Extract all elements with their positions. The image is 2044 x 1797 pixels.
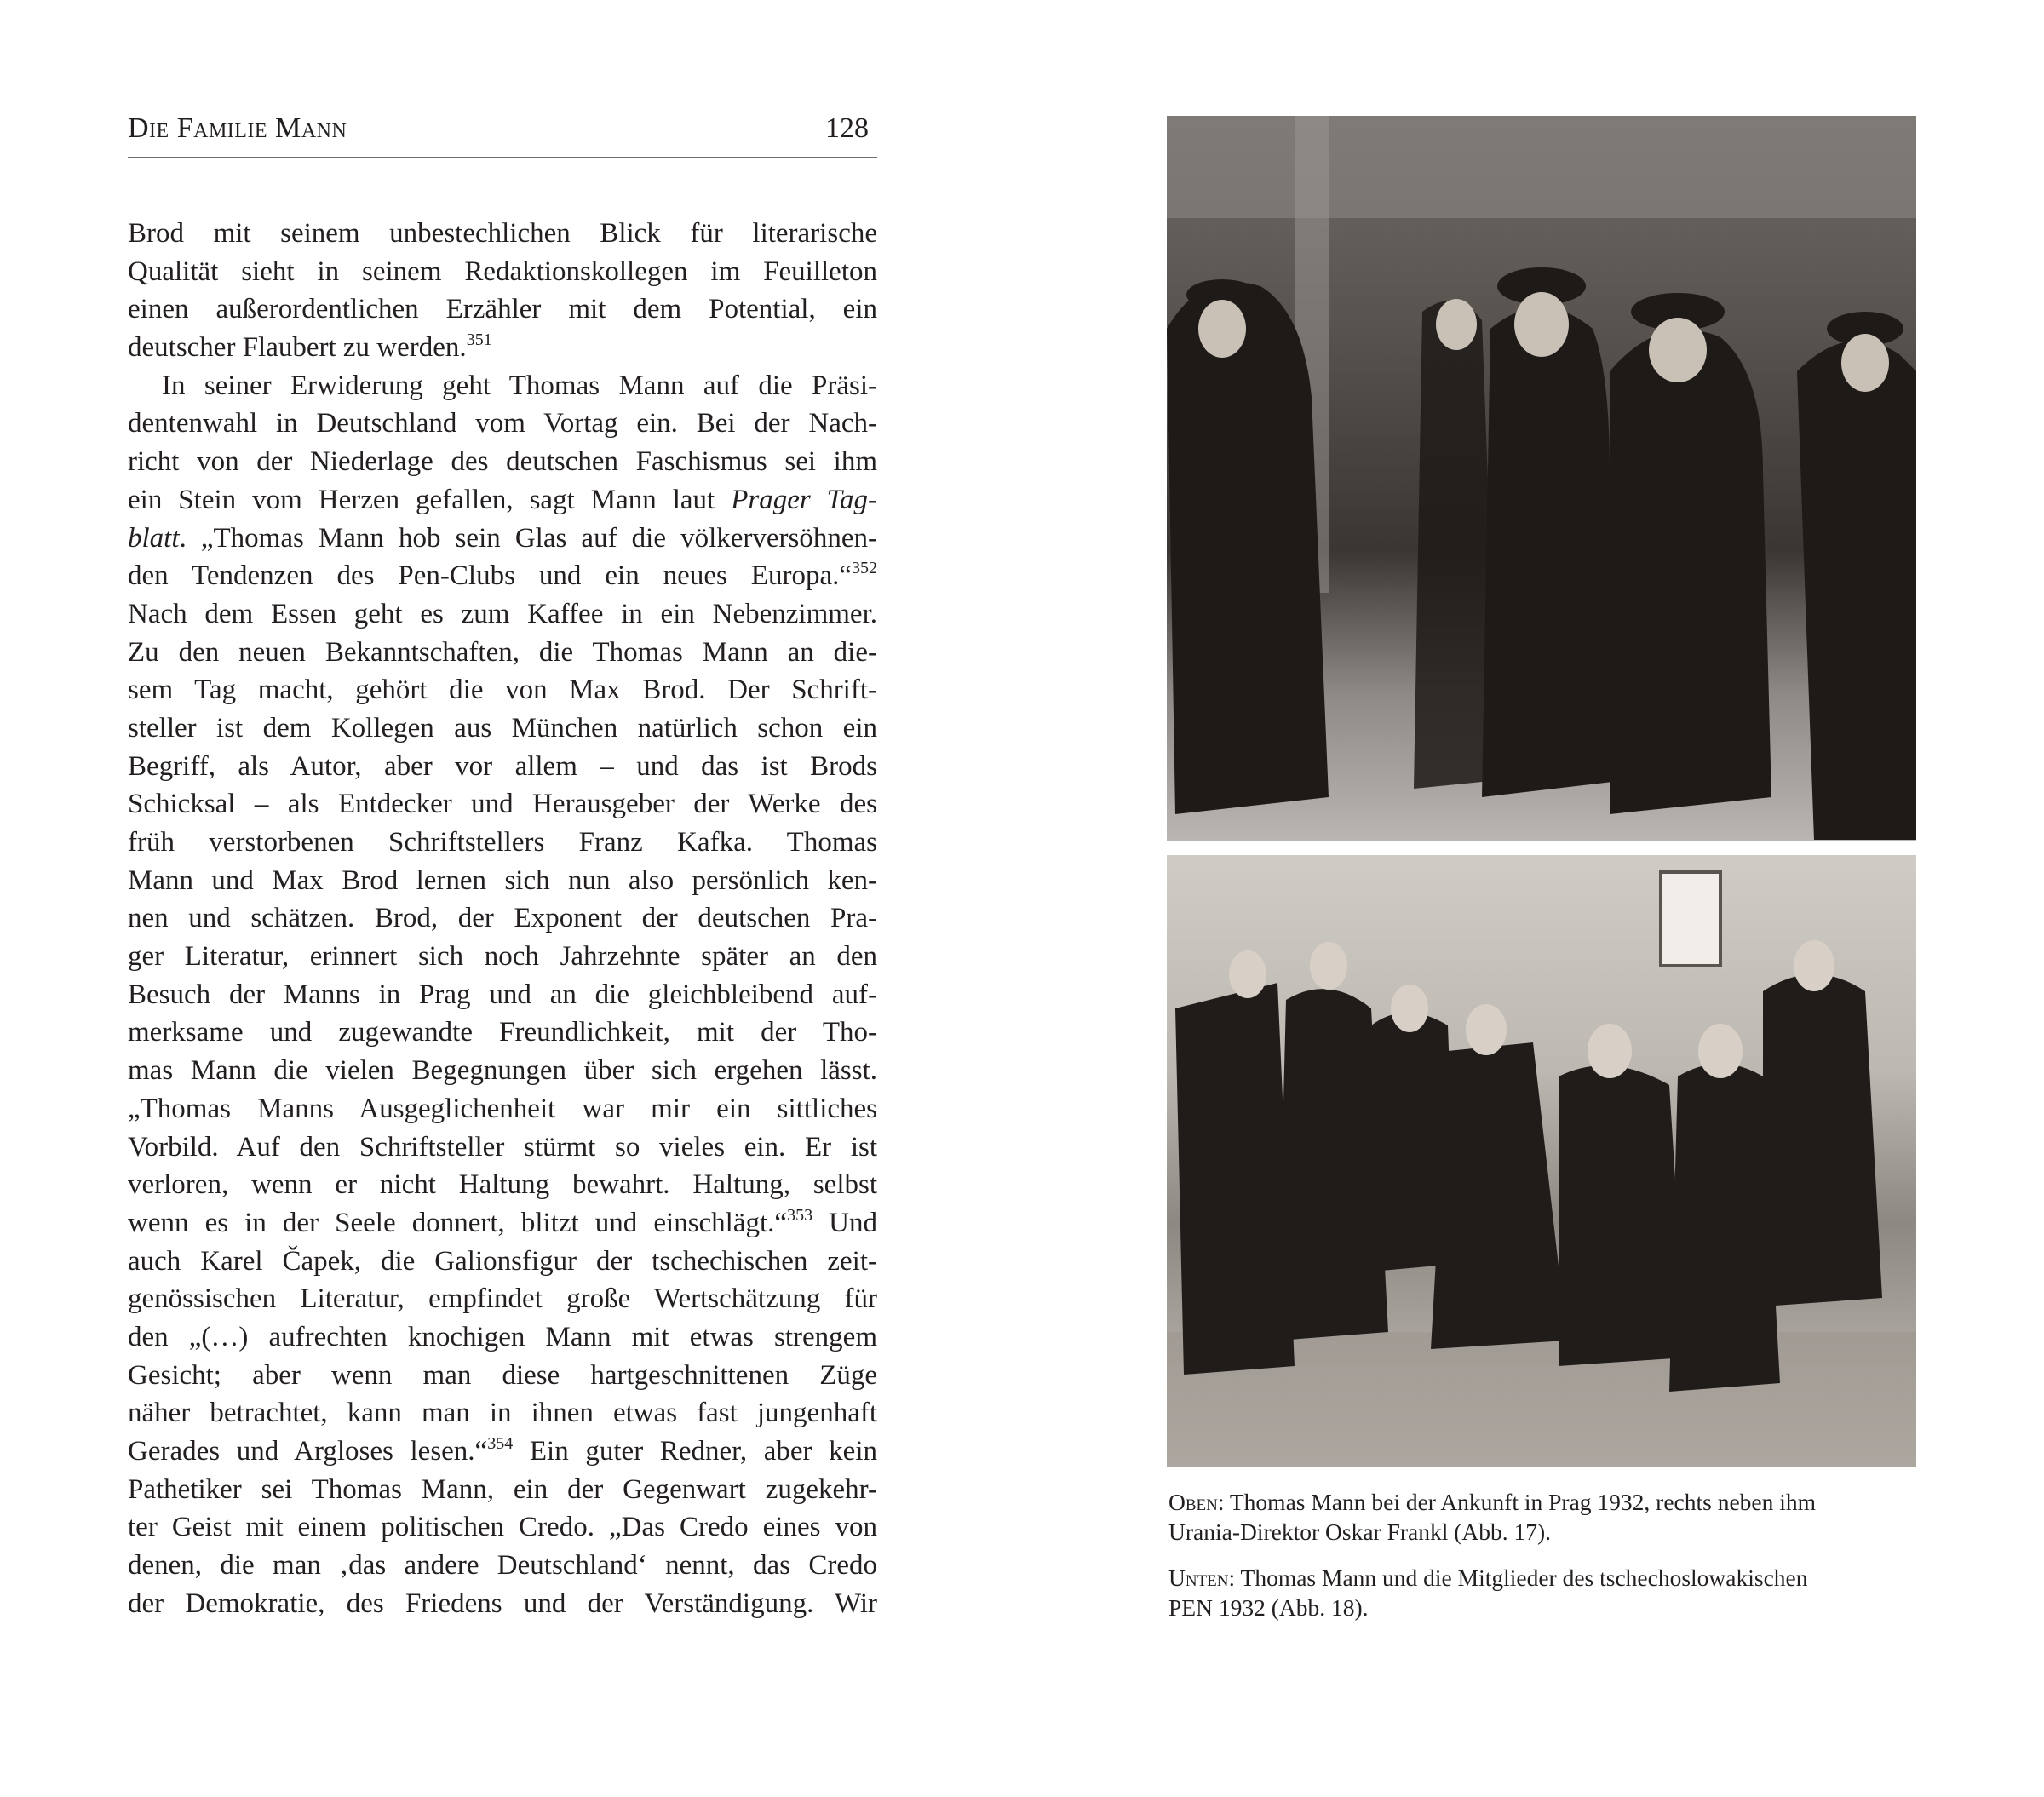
text-line xyxy=(128,443,877,481)
text-segment: Qualität sieht in seinem Redaktionskollegen im Feuilleton xyxy=(128,255,877,287)
footnote-reference: 354 xyxy=(487,1434,514,1453)
text-segment: denen, die man ‚das andere Deutschland‘ nennt, das Credo xyxy=(128,1550,877,1582)
text-line xyxy=(128,1585,877,1623)
text-segment: Vorbild. Auf den Schriftsteller stürmt so vieles ein. Er ist xyxy=(128,1131,877,1163)
text-segment: näher betrachtet, kann man in ihnen etwas fast jungenhaft xyxy=(128,1398,877,1429)
text-segment: steller ist dem Kollegen aus München natürlich schon ein xyxy=(128,712,877,743)
text-segment: In seiner Erwiderung geht Thomas Mann auf die Präsi- xyxy=(162,370,877,401)
text-segment: der Demokratie, des Friedens und der Verständigung. Wir xyxy=(128,1587,877,1619)
text-line xyxy=(128,1432,877,1471)
text-line xyxy=(128,634,877,672)
running-header xyxy=(128,109,877,158)
text-segment: . „Thomas Mann hob sein Glas auf die völkerversöhnen- xyxy=(179,522,877,554)
text-segment: Schicksal – als Entdecker und Herausgeber der Werke des xyxy=(128,789,877,820)
text-segment: Gerades und Argloses lesen.“ xyxy=(128,1436,488,1467)
text-segment: den Tendenzen des Pen-Clubs und ein neues Europa.“ xyxy=(128,560,852,592)
text-line xyxy=(128,1547,877,1585)
caption-top xyxy=(1168,1487,1918,1547)
caption-top-line1: Thomas Mann bei der Ankunft in Prag 1932, rechts neben ihm xyxy=(1224,1489,1817,1515)
caption-bottom xyxy=(1168,1563,1918,1622)
text-line xyxy=(128,748,877,786)
text-segment: Gesicht; aber wenn man diese hartgeschnittenen Züge xyxy=(128,1359,877,1391)
text-line xyxy=(128,1128,877,1167)
text-segment: mas Mann die vielen Begegnungen über sich ergehen lässt. xyxy=(128,1055,877,1087)
photo-pen-club-members xyxy=(1167,855,1916,1467)
text-segment: Zu den neuen Bekanntschaften, die Thomas Mann an die- xyxy=(128,636,877,668)
caption-bottom-label: Unten: xyxy=(1168,1564,1236,1591)
text-segment: ter Geist mit einem politischen Credo. „Das Credo eines von xyxy=(128,1512,877,1543)
caption-bottom-line2: PEN 1932 (Abb. 18). xyxy=(1168,1594,1369,1621)
text-line xyxy=(128,405,877,443)
caption-top-label: Oben: xyxy=(1168,1489,1225,1515)
italic-title: Prager Tag- xyxy=(731,484,878,515)
body-text xyxy=(128,215,877,1622)
caption-bottom-line1: Thomas Mann und die Mitglieder des tschechoslowakischen xyxy=(1235,1564,1808,1591)
text-line xyxy=(128,290,877,329)
text-segment: wenn es in der Seele donnert, blitzt und einschlägt.“ xyxy=(128,1207,788,1238)
text-segment: einen außerordentlichen Erzähler mit dem Potential, ein xyxy=(128,294,877,325)
text-line xyxy=(128,1471,877,1509)
text-segment: genössischen Literatur, empfindet große Wertschätzung für xyxy=(128,1283,877,1315)
text-segment: Nach dem Essen geht es zum Kaffee in ein Nebenzimmer. xyxy=(128,598,877,629)
running-title: Die Familie Mann xyxy=(128,112,347,144)
text-line xyxy=(128,1508,877,1547)
text-line xyxy=(128,1013,877,1052)
text-segment: deutscher Flaubert zu werden. xyxy=(128,332,467,364)
text-line xyxy=(128,557,877,595)
text-line xyxy=(128,481,877,520)
text-line xyxy=(128,1166,877,1204)
text-line xyxy=(128,899,877,938)
footnote-reference: 353 xyxy=(787,1205,813,1225)
page-number: 128 xyxy=(825,112,869,144)
text-segment: ger Literatur, erinnert sich noch Jahrzehnte später an den xyxy=(128,941,877,973)
italic-title: blatt xyxy=(128,522,180,554)
text-segment: Ein guter Redner, aber kein xyxy=(513,1436,878,1467)
text-segment: verloren, wenn er nicht Haltung bewahrt. Haltung, selbst xyxy=(128,1169,877,1201)
text-segment: merksame und zugewandte Freundlichkeit, mit der Tho- xyxy=(128,1017,877,1048)
text-segment: Brod mit seinem unbestechlichen Blick für literarische xyxy=(128,218,877,249)
text-line xyxy=(128,938,877,976)
text-segment: auch Karel Čapek, die Galionsfigur der tschechischen zeit- xyxy=(128,1245,877,1277)
text-segment: dentenwahl in Deutschland vom Vortag ein. Bei der Nach- xyxy=(128,408,877,439)
text-line xyxy=(128,1280,877,1318)
text-line xyxy=(128,1204,877,1243)
text-line xyxy=(128,671,877,709)
text-line xyxy=(128,215,877,253)
caption-top-line2: Urania-Direktor Oskar Frankl (Abb. 17). xyxy=(1168,1519,1552,1545)
photo-arrival-prague xyxy=(1167,116,1916,841)
footnote-reference: 351 xyxy=(466,330,492,350)
text-segment: Pathetiker sei Thomas Mann, ein der Gegenwart zugekehr- xyxy=(128,1473,877,1505)
text-line xyxy=(128,862,877,900)
text-line xyxy=(128,1052,877,1090)
text-line xyxy=(128,976,877,1014)
text-segment: Begriff, als Autor, aber vor allem – und das ist Brods xyxy=(128,750,877,782)
text-segment: früh verstorbenen Schriftstellers Franz Kafka. Thomas xyxy=(128,827,877,858)
text-line xyxy=(128,1394,877,1432)
text-line xyxy=(128,1357,877,1395)
text-line xyxy=(128,1243,877,1281)
text-line xyxy=(128,1318,877,1357)
text-line xyxy=(128,1090,877,1128)
text-line xyxy=(128,329,877,367)
text-segment: Besuch der Manns in Prag und an die gleichbleibend auf- xyxy=(128,979,877,1010)
text-line xyxy=(128,253,877,291)
text-segment: Und xyxy=(812,1207,877,1238)
text-segment: nen und schätzen. Brod, der Exponent der deutschen Pra- xyxy=(128,903,877,934)
text-segment: ein Stein vom Herzen gefallen, sagt Mann laut xyxy=(128,484,732,515)
text-line xyxy=(128,709,877,748)
text-segment: den „(…) aufrechten knochigen Mann mit etwas strengem xyxy=(128,1321,877,1352)
text-line xyxy=(128,595,877,634)
text-segment: richt von der Niederlage des deutschen Faschismus sei ihm xyxy=(128,446,877,478)
text-segment: Mann und Max Brod lernen sich nun also persönlich ken- xyxy=(128,864,877,896)
text-segment: „Thomas Manns Ausgeglichenheit war mir ein sittliches xyxy=(128,1093,877,1124)
footnote-reference: 352 xyxy=(852,559,877,578)
text-segment: sem Tag macht, gehört die von Max Brod. Der Schrift- xyxy=(128,675,877,706)
text-line xyxy=(128,785,877,824)
text-line xyxy=(128,520,877,558)
text-line xyxy=(128,367,877,405)
text-line xyxy=(128,824,877,862)
